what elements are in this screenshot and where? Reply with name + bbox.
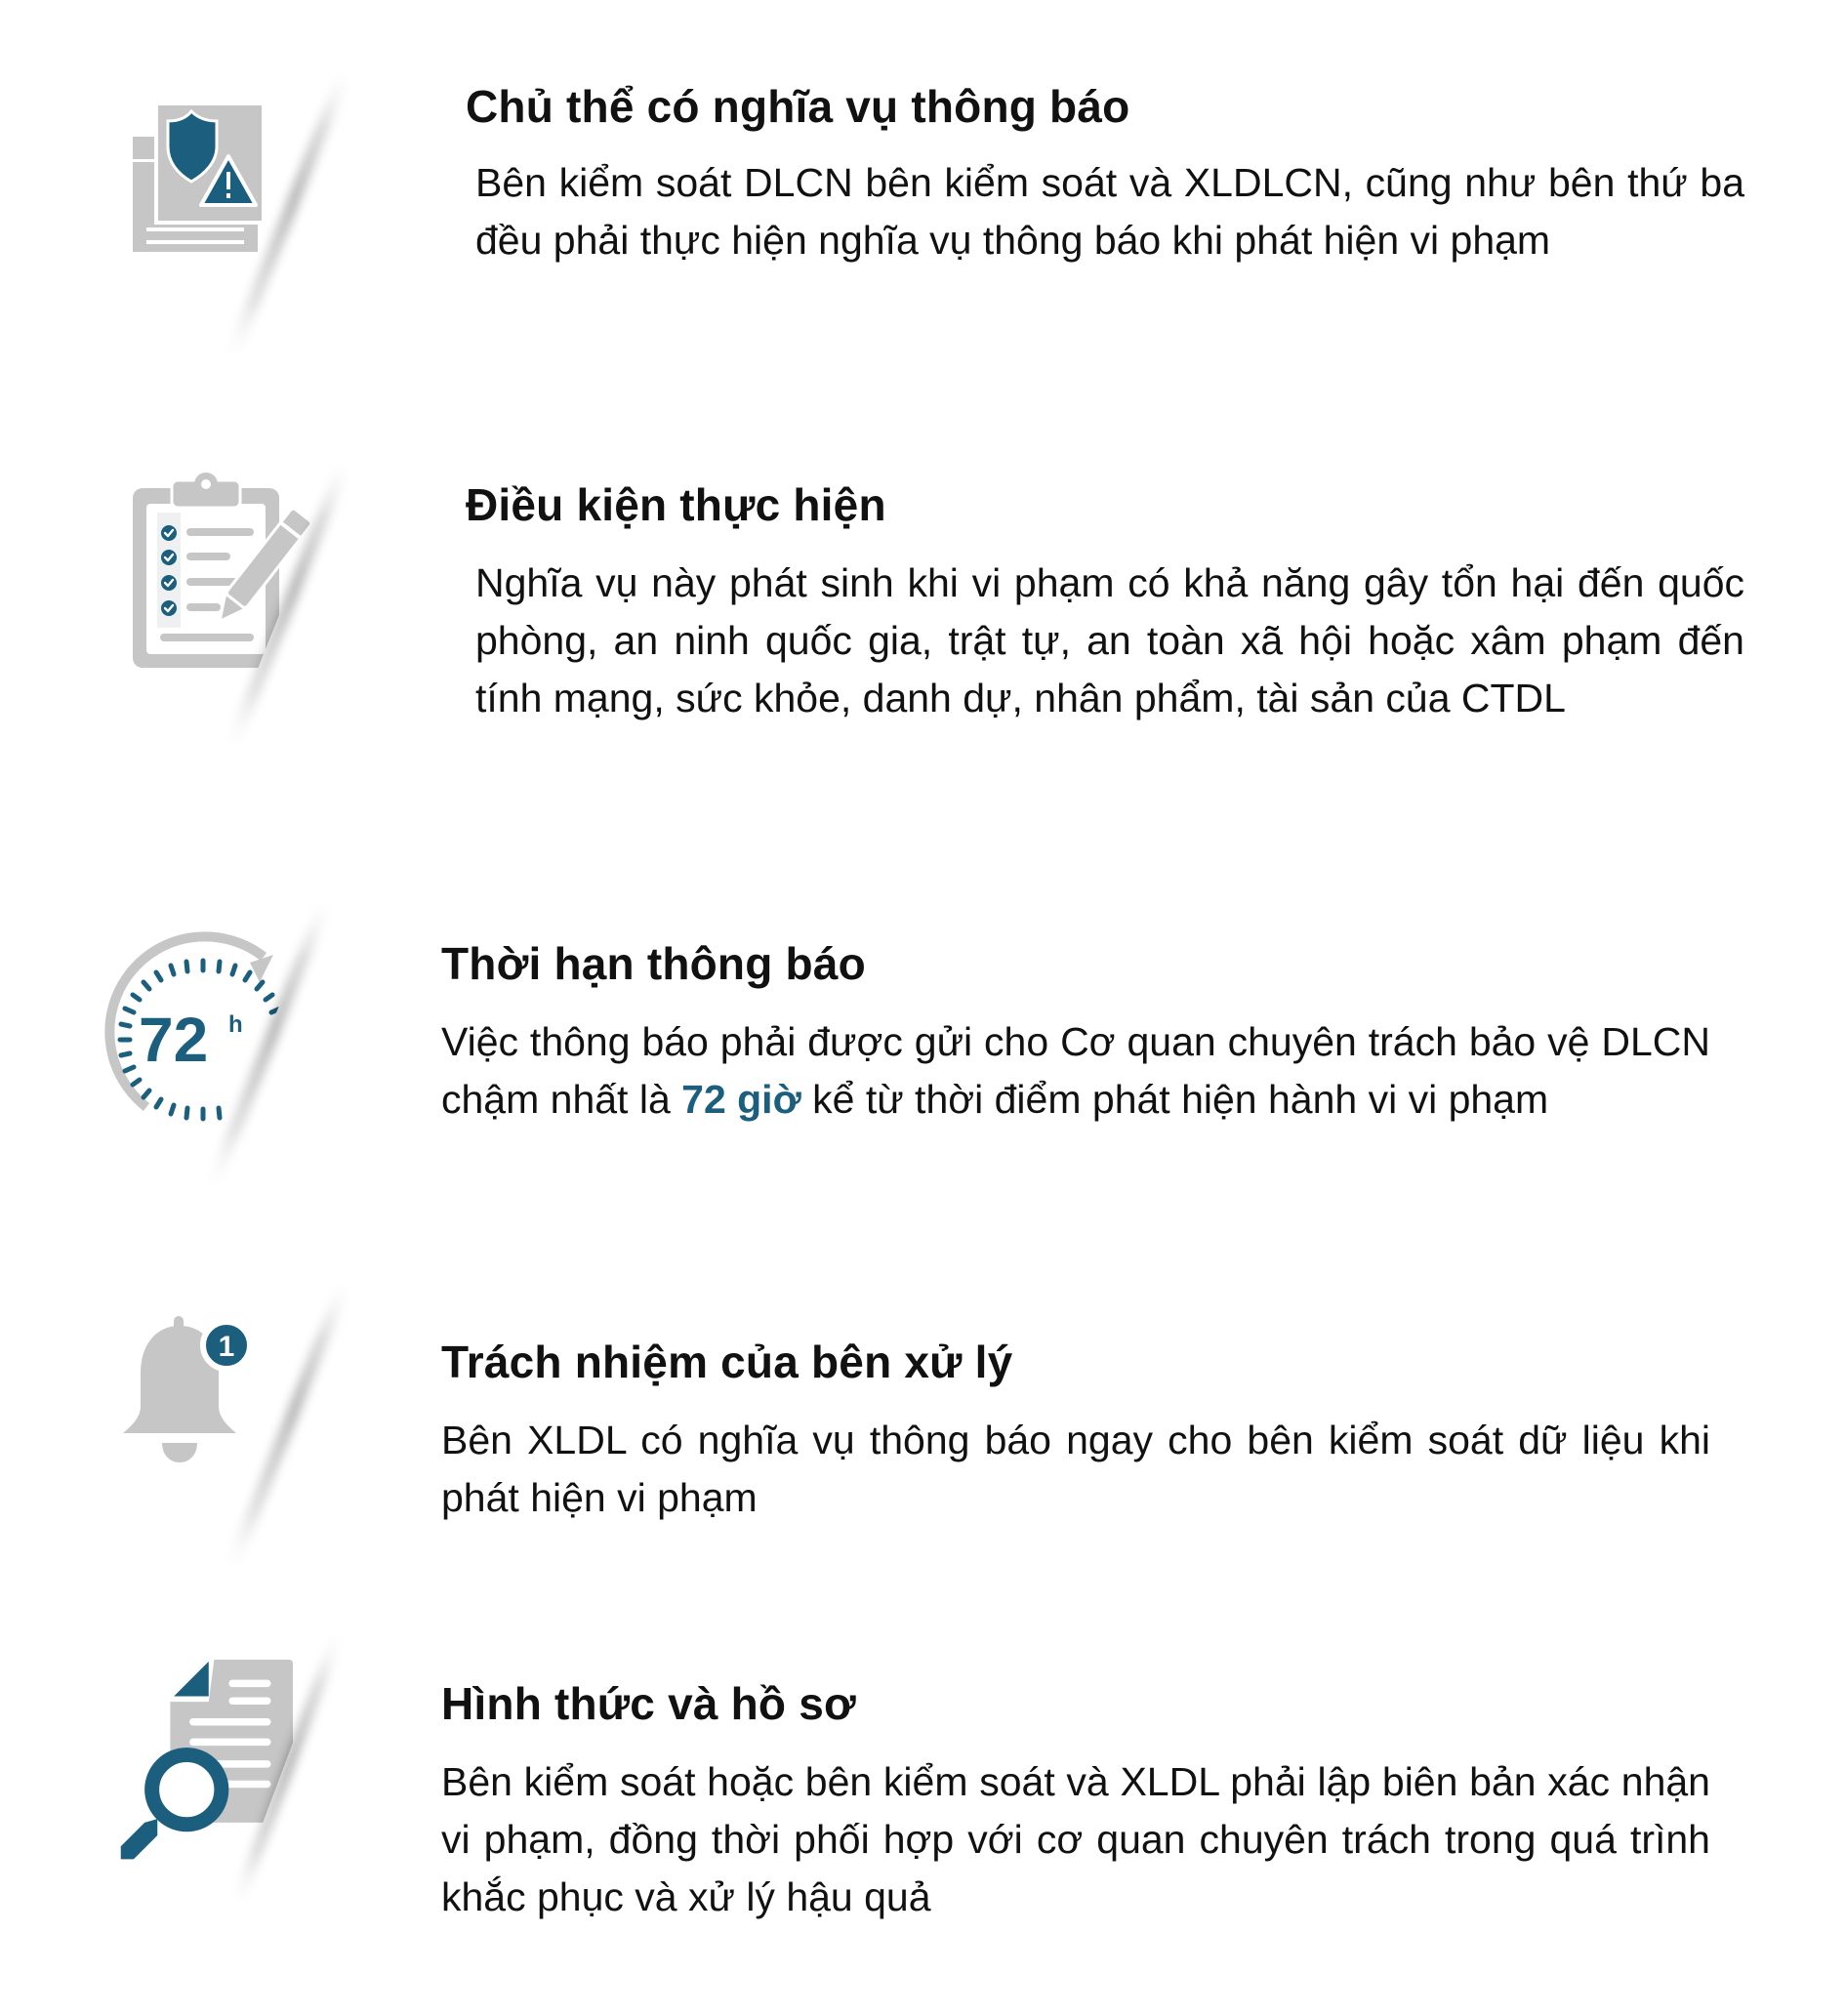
- section-body: Bên kiểm soát DLCN bên kiểm soát và XLDLCN, cũng như bên thứ ba đều phải thực hiện nghĩa vụ thông báo khi phát hiện vi phạm: [475, 160, 1744, 263]
- section-title: Trách nhiệm của bên xử lý: [441, 1337, 1013, 1387]
- section-body: Nghĩa vụ này phát sinh khi vi phạm có khả năng gây tổn hại đến quốc phòng, an ninh quốc gia, trật tự, an toàn xã hội hoặc xâm phạm đến tính mạng, sức khỏe, danh dự, nhân phẩm, tài sản của CTDL: [475, 560, 1744, 720]
- section-title: Thời hạn thông báo: [441, 938, 866, 989]
- notification-badge-count: 1: [218, 1331, 235, 1363]
- section-title: Chủ thể có nghĩa vụ thông báo: [466, 81, 1130, 132]
- section-title: Hình thức và hồ sơ: [441, 1678, 856, 1729]
- clock-label-sup: h: [228, 1011, 243, 1038]
- section-body: Bên XLDL có nghĩa vụ thông báo ngay cho bên kiểm soát dữ liệu khi phát hiện vi phạm: [441, 1418, 1710, 1520]
- document-magnifier-icon: [98, 1630, 371, 1923]
- body-text-part: Việc thông báo phải được gửi cho Cơ quan chuyên trách bảo vệ DLCN chậm nhất là: [441, 1019, 1710, 1122]
- section-body: Bên kiểm soát hoặc bên kiểm soát và XLDL phải lập biên bản xác nhận vi phạm, đồng thời phối hợp với cơ quan chuyên trách trong quá trình khắc phục và xử lý hậu quả: [441, 1759, 1710, 1919]
- clock-label: 72: [139, 1005, 209, 1075]
- section-body: [441, 1013, 1710, 1129]
- body-text-part: kể từ thời điểm phát hiện hành vi vi phạm: [800, 1077, 1549, 1122]
- bell-notification-icon: [98, 1279, 371, 1572]
- document-shield-warning-icon: [98, 68, 371, 361]
- clock-72h-icon: [78, 898, 351, 1191]
- section-title: Điều kiện thực hiện: [466, 479, 886, 530]
- deadline-highlight: 72 giờ: [681, 1077, 801, 1122]
- clipboard-checklist-pencil-icon: [98, 459, 371, 752]
